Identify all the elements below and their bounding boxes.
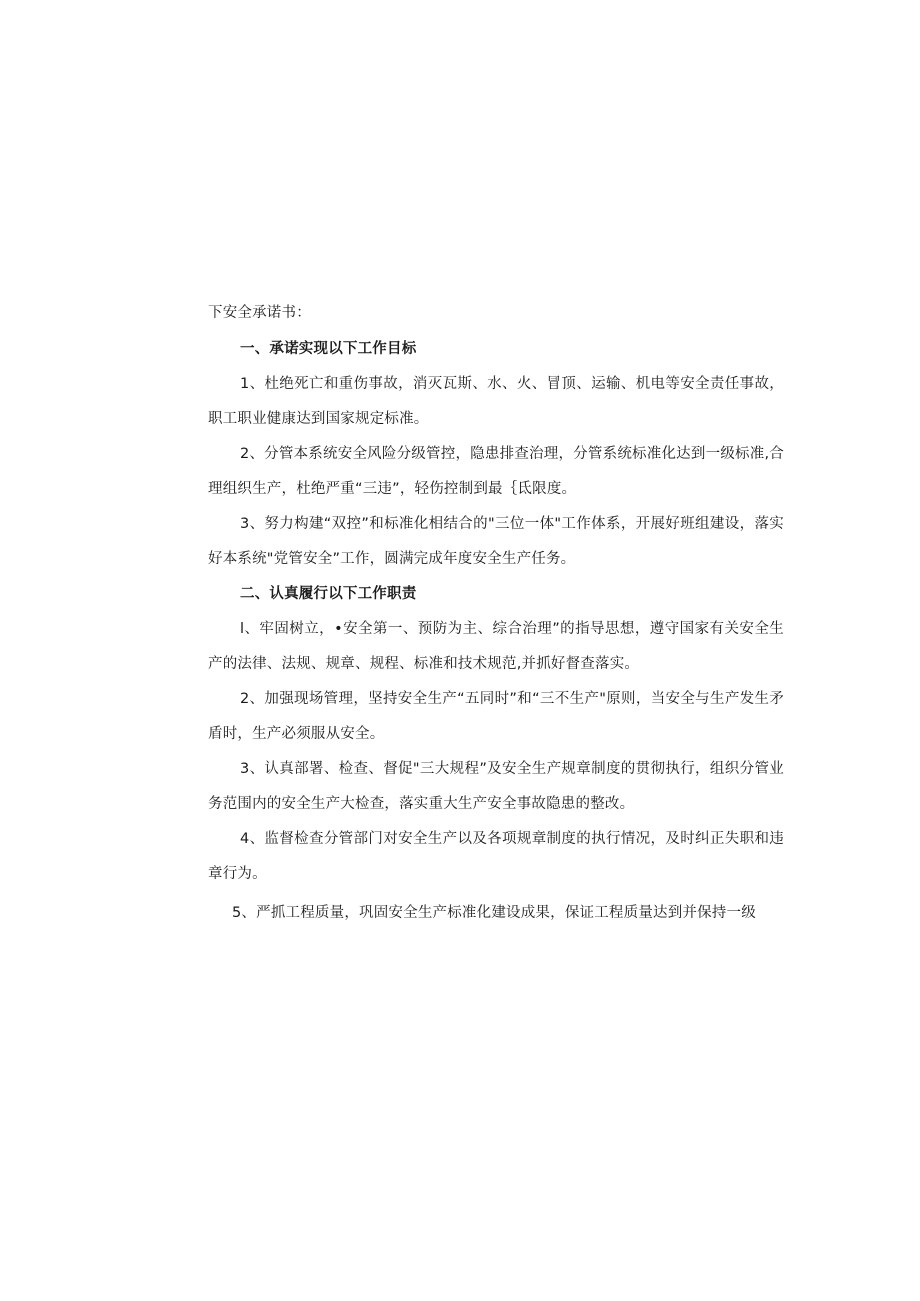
duty-item-1: l、牢固树立，•安全第一、预防为主、综合治理”的指导思想，遵守国家有关安全生产的法律、法规、规章、规程、标准和技术规范,并抓好督查落实。 [208, 621, 784, 672]
goal-item-3: 3、努力构建“双控”和标准化相结合的"三位一体"工作体系，开展好班组建设，落实好本系统"党管安全”工作，圆满完成年度安全生产任务。 [208, 516, 784, 567]
opening-line: 下安全承诺书： [208, 305, 311, 321]
duty-item-5: 5、严抓工程质量，巩固安全生产标准化建设成果，保证工程质量达到并保持一级 [232, 905, 756, 921]
duty-item-2: 2、加强现场管理，坚持安全生产“五同时”和“三不生产"原则，当安全与生产发生矛盾时，生产必须服从安全。 [208, 691, 784, 742]
duty-item-3: 3、认真部署、检查、督促"三大规程”及安全生产规章制度的贯彻执行，组织分管业务范围内的安全生产大检查，落实重大生产安全事故隐患的整改。 [208, 761, 784, 812]
duty-item-4: 4、监督检查分管部门对安全生产以及各项规章制度的执行情况，及时纠正失职和违章行为。 [208, 831, 784, 882]
section-heading-duties: 二、认真履行以下工作职责 [240, 586, 417, 602]
section-heading-goals: 一、承诺实现以下工作目标 [240, 341, 417, 357]
document-body [208, 296, 784, 931]
goal-item-2: 2、分管本系统安全风险分级管控，隐患排查治理，分管系统标准化达到一级标准,合理组织生产，杜绝严重“三违”，轻伤控制到最｛氐限度。 [208, 446, 784, 497]
goal-item-1: 1、杜绝死亡和重伤事故，消灭瓦斯、水、火、冒顶、运输、机电等安全责任事故，职工职业健康达到国家规定标准。 [208, 376, 784, 427]
